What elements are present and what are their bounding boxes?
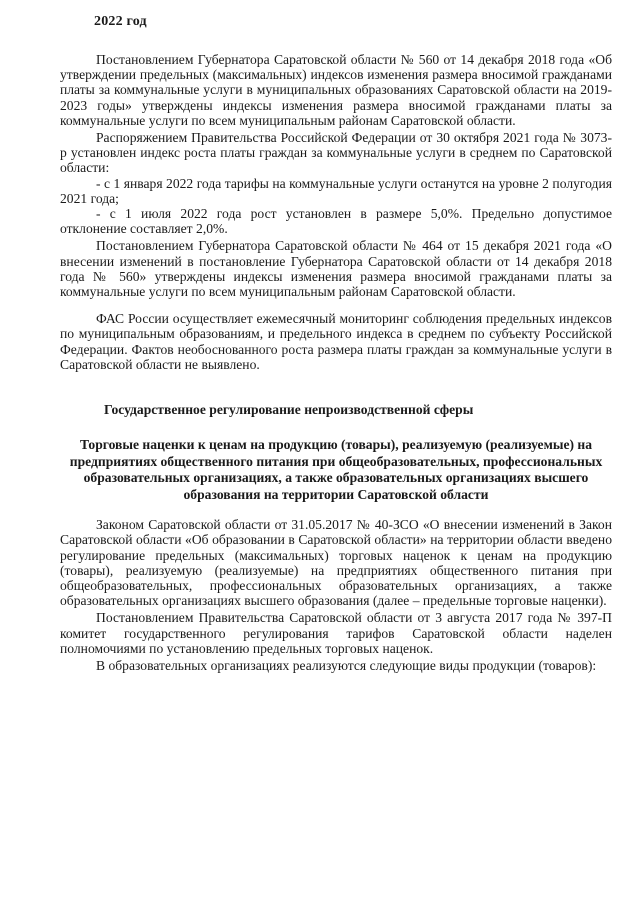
paragraph-decree-464: Постановлением Губернатора Саратовской области № 464 от 15 декабря 2021 года «О внесении изменений в постановление Губернатора Саратовской области от 14 декабря 2018 года № 560» утверждены индексы изменения размера вносимой гражданами платы за коммунальные услуги по всем муниципальным районам Саратовской области. <box>60 238 612 300</box>
paragraph-law-40-zso: Законом Саратовской области от 31.05.2017 № 40-ЗСО «О внесении изменений в Закон Саратовской области «Об образовании в Саратовской области» на территории области введено регулирование предельных (максимальных) торговых наценок к ценам на продукцию (товары), реализуемую (реализуемые) на предприятиях общественного питания при общеобразовательных, профессиональных образовательных организациях, а также образовательных организациях высшего образования (далее – предельные торговые наценки). <box>60 517 612 609</box>
paragraph-decree-560: Постановлением Губернатора Саратовской области № 560 от 14 декабря 2018 года «Об утверждении предельных (максимальных) индексов изменения размера вносимой гражданами платы за коммунальные услуги в муниципальных образованиях Саратовской области на 2019-2023 годы» утверждены индексы изменения размера вносимой гражданами платы за коммунальные услуги по всем муниципальным районам Саратовской области. <box>60 52 612 128</box>
list-item-january: - с 1 января 2022 года тарифы на коммунальные услуги останутся на уровне 2 полугодия 2021 года; <box>60 175 612 206</box>
year-heading: 2022 год <box>94 14 147 29</box>
paragraph-product-types: В образовательных организациях реализуются следующие виды продукции (товаров): <box>96 658 597 674</box>
paragraph-fas-monitoring: ФАС России осуществляет ежемесячный мониторинг соблюдения предельных индексов по муниципальным образованиям, и предельного индекса в среднем по субъекту Российской Федерации. Фактов необоснованного роста размера платы граждан за коммунальные услуги в Саратовской области не выявлено. <box>60 311 612 372</box>
sub-title: Торговые наценки к ценам на продукцию (товары), реализуемую (реализуемые) на предприятиях общественного питания при общеобразовательных, профессиональных образовательных организациях, а также образовательных организациях высшего образования на территории Саратовской области <box>69 437 603 502</box>
paragraph-government-order: Распоряжением Правительства Российской Федерации от 30 октября 2021 года № 3073-р установлен индекс роста платы граждан за коммунальные услуги в среднем по Саратовской области: <box>60 130 612 176</box>
section-title: Государственное регулирование непроизводственной сферы <box>104 402 474 418</box>
paragraph-decree-397-p: Постановлением Правительства Саратовской области от 3 августа 2017 года № 397-П комитет государственного регулирования тарифов Саратовской области наделен полномочиями по установлению предельных торговых наценок. <box>60 610 612 656</box>
list-item-july: - с 1 июля 2022 года рост установлен в размере 5,0%. Предельно допустимое отклонение составляет 2,0%. <box>60 206 612 237</box>
